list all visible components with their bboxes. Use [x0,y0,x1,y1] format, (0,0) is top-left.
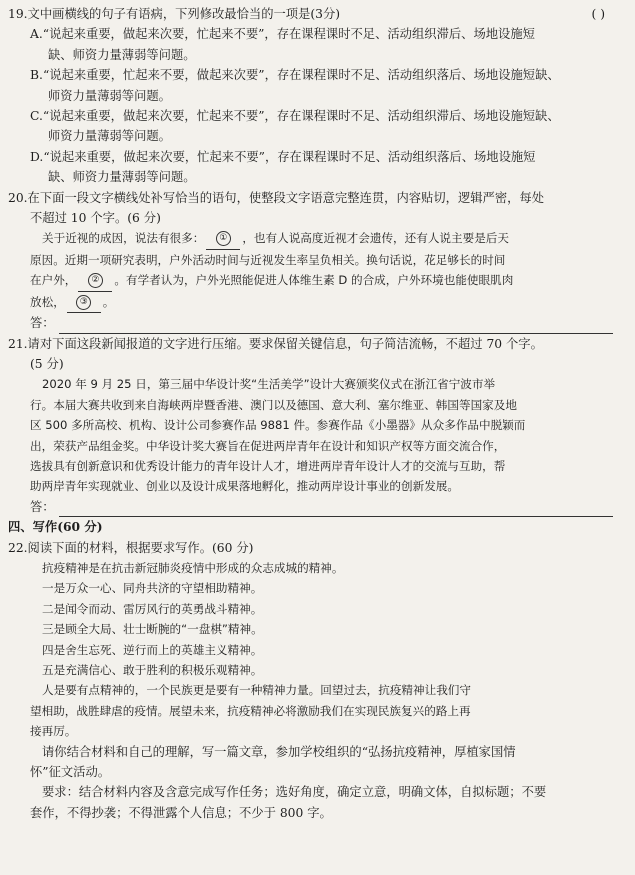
q20-passage-line-3 [8,270,623,291]
q20-passage-line-4 [8,292,623,313]
q19-option-a: A.“说起来重要，做起来次要，忙起来不要”，存在课程课时不足、活动组织滞后、场地设施短 [30,27,535,42]
q22-requirements-line-2: 套作，不得抄袭；不得泄露个人信息；不少于 800 字。 [30,805,332,820]
blank-2[interactable] [78,270,112,291]
q21-answer-label: 答： [30,499,55,514]
q22-task-line-2: 怀”征文活动。 [30,765,111,780]
q20-text: 。 [102,294,115,309]
q19-option-b-cont: 师资力量薄弱等问题。 [48,88,171,103]
blank-1[interactable] [206,228,240,249]
q22-task-line-1: 请你结合材料和自己的理解，写一篇文章，参加学校组织的“弘扬抗疫精神，厚植家国情 [42,744,516,759]
q21-answer-row [8,497,623,517]
q20-answer-label: 答： [30,316,55,331]
q22-material-line: 三是顾全大局、壮士断腕的“一盘棋”精神。 [42,622,263,637]
q20-stem: 20.在下面一段文字横线处补写恰当的语句，使整段文字语意完整连贯，内容贴切，逻辑严密，每处 [8,190,545,205]
q22-requirements-line-1: 要求：结合材料内容及含意完成写作任务；选好角度，确定立意，明确文体，自拟标题；不要 [42,785,547,800]
q19-stem: 19.文中画横线的句子有语病，下列修改最恰当的一项是(3分) [8,7,341,21]
q19-option-a-cont: 缺、师资力量薄弱等问题。 [48,47,196,62]
q19-stem-row [8,4,623,24]
q19-option-b: B.“说起来重要，忙起来不要，做起来次要”，存在课程课时不足、活动组织落后、场地设施短缺、 [30,68,560,83]
q20-answer-row [8,313,623,333]
q22-stem: 22.阅读下面的材料，根据要求写作。(60 分) [8,540,254,555]
q21-answer-line[interactable] [59,502,613,517]
q20-text: 。有学者认为，户外光照能促进人体维生素 D 的合成，户外环境也能使眼肌肉 [114,273,514,288]
circled-number-2: ② [88,273,103,288]
q22-material-line: 抗疫精神是在抗击新冠肺炎疫情中形成的众志成城的精神。 [42,560,344,575]
q19-answer-paren[interactable]: ( ) [591,7,605,21]
q22-para-line-1: 人是要有点精神的，一个民族更是要有一种精神力量。回望过去，抗疫精神让我们守 [42,683,471,698]
blank-3[interactable] [67,292,101,313]
q21-news-line-6: 助两岸青年实现就业、创业以及设计成果落地孵化，推动两岸设计事业的创新发展。 [30,479,459,494]
q21-news-line-1: 2020 年 9 月 25 日，第三届中华设计奖“生活美学”设计大赛颁奖仪式在浙江省宁波市举 [42,377,496,392]
q20-text: ，也有人说高度近视才会遗传，还有人说主要是后天 [242,231,509,246]
q19-option-c-cont: 师资力量薄弱等问题。 [48,129,171,144]
q19-option-c: C.“说起来重要，做起来次要，忙起来不要”，存在课程课时不足、活动组织滞后、场地设施短缺、 [30,109,560,124]
q20-answer-line[interactable] [59,319,613,334]
q21-news-line-5: 选拔具有创新意识和优秀设计能力的青年设计人才，增进两岸青年设计人才的交流与互助，帮 [30,458,506,473]
q21-news-line-4: 出，荣获产品组金奖。中华设计奖大赛旨在促进两岸青年在设计和知识产权等方面交流合作， [30,438,506,453]
q20-passage-line-1 [8,228,623,249]
q22-para-line-2: 望相助，战胜肆虐的疫情。展望未来，抗疫精神必将激励我们在实现民族复兴的路上再 [30,703,471,718]
q22-material-line: 二是闻令而动、雷厉风行的英勇战斗精神。 [42,601,263,616]
q22-para-line-3: 接再厉。 [30,724,77,739]
q21-stem: 21.请对下面这段新闻报道的文字进行压缩。要求保留关键信息，句子简洁流畅，不超过 70 个字。 [8,336,543,351]
q19-option-d: D.“说起来重要，做起来次要，忙起来不要”，存在课程课时不足、活动组织落后、场地设施短 [30,149,536,164]
q22-material-line: 四是舍生忘死、逆行而上的英雄主义精神。 [42,642,263,657]
q21-stem-cont: (5 分) [30,356,64,371]
q22-material-line: 五是充满信心、敢于胜利的积极乐观精神。 [42,663,263,677]
q20-passage-line-2: 原因。近期一项研究表明，户外活动时间与近视发生率呈负相关。换句话说，花足够长的时间 [30,252,506,267]
q20-text: 在户外， [30,273,77,288]
q21-news-line-3: 区 500 多所高校、机构、设计公司参赛作品 9881 件。参赛作品《小墨器》从众多作品中脱颖而 [30,418,526,433]
q22-material-line: 一是万众一心、同舟共济的守望相助精神。 [42,581,263,596]
q19-option-d-cont: 缺、师资力量薄弱等问题。 [48,170,196,185]
circled-number-3: ③ [76,295,91,310]
q20-text: 放松， [30,294,65,309]
q21-news-line-2: 行。本届大赛共收到来自海峡两岸暨香港、澳门以及德国、意大利、塞尔维亚、韩国等国家及地 [30,397,517,412]
section-4-title: 四、写作(60 分) [8,519,103,535]
circled-number-1: ① [216,231,231,246]
q20-text: 关于近视的成因，说法有很多： [42,231,205,246]
q20-stem-cont: 不超过 10 个字。(6 分) [30,211,161,226]
